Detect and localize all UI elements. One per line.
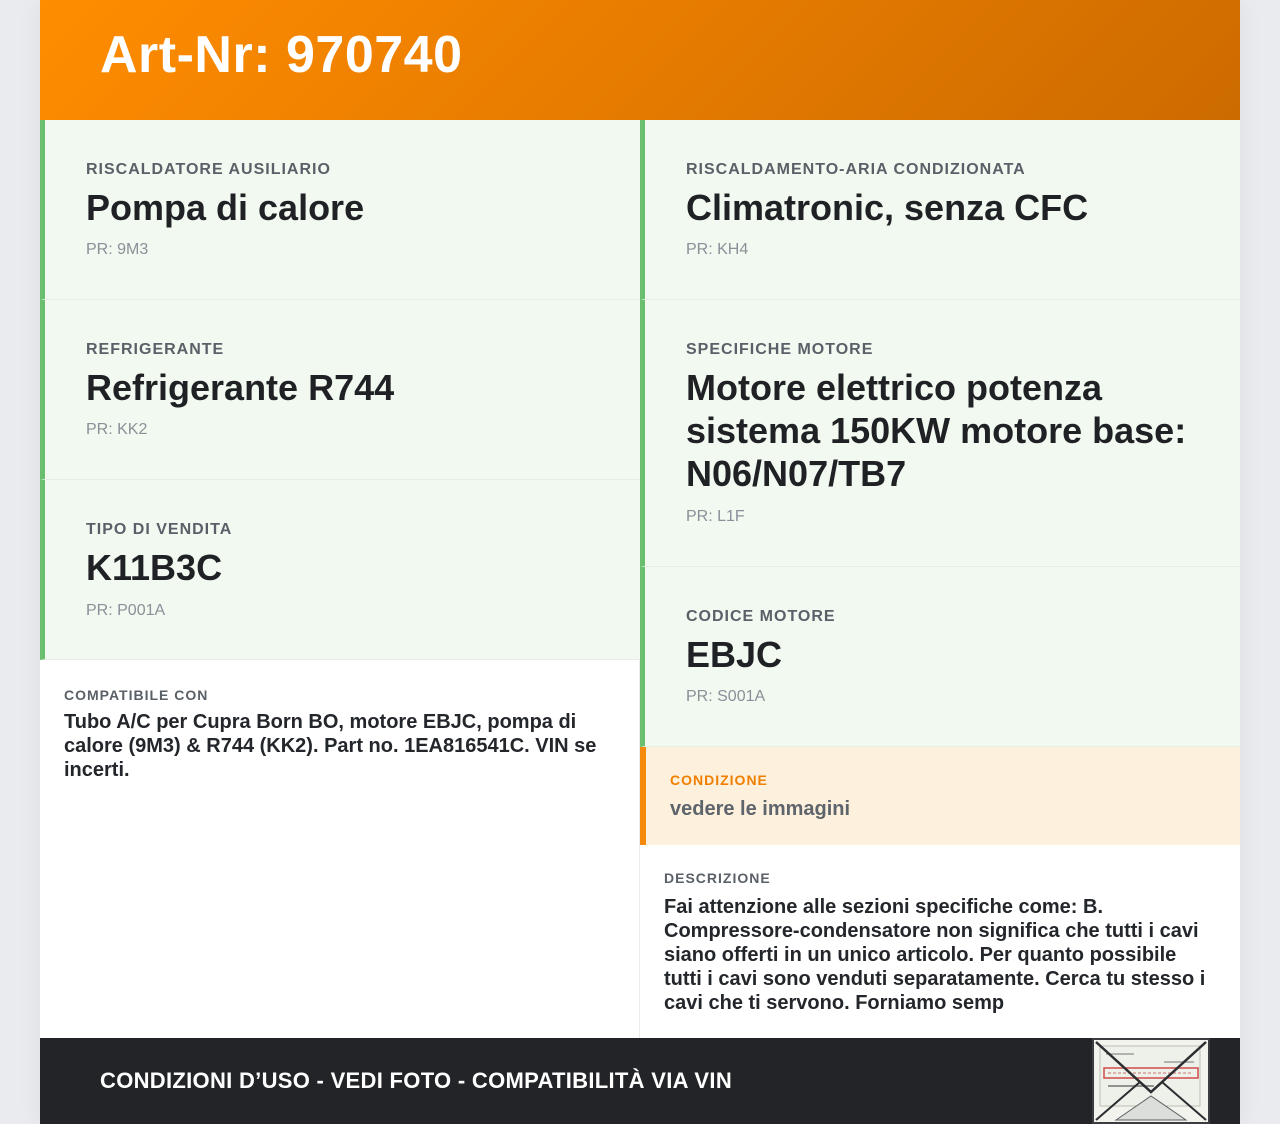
spec-card-climate-control bbox=[640, 120, 1240, 300]
condition-block bbox=[640, 747, 1240, 845]
spec-card-value: Pompa di calore bbox=[86, 187, 365, 228]
spec-card-pr-code: PR: KK2 bbox=[86, 421, 148, 438]
envelope-document-icon[interactable] bbox=[1092, 1038, 1210, 1124]
description-block bbox=[640, 845, 1240, 1038]
spec-card-label: RISCALDAMENTO-ARIA CONDIZIONATA bbox=[686, 161, 1026, 178]
column-divider bbox=[639, 660, 640, 1038]
spec-card-label: RISCALDATORE AUSILIARIO bbox=[86, 161, 331, 178]
header-banner bbox=[40, 0, 1240, 120]
compatibility-text: Tubo A/C per Cupra Born BO, motore EBJC, pompa di calore (9M3) & R744 (KK2). Part no. 1EA816541C. VIN se incerti. bbox=[64, 711, 597, 781]
spec-card-pr-code: PR: KH4 bbox=[686, 241, 749, 258]
spec-card-label: TIPO DI VENDITA bbox=[86, 521, 233, 538]
compatibility-block bbox=[40, 660, 640, 1038]
spec-card-refrigerant bbox=[40, 300, 640, 480]
spec-card-pr-code: PR: 9M3 bbox=[86, 241, 149, 258]
description-label: DESCRIZIONE bbox=[664, 870, 771, 886]
spec-card-label: REFRIGERANTE bbox=[86, 341, 225, 358]
spec-card-value: Refrigerante R744 bbox=[86, 367, 395, 408]
spec-card-label: SPECIFICHE MOTORE bbox=[686, 341, 874, 358]
condition-label: CONDIZIONE bbox=[670, 772, 768, 788]
spec-card-sale-type bbox=[40, 480, 640, 660]
spec-card-engine-code bbox=[640, 567, 1240, 747]
spec-card-pr-code: PR: S001A bbox=[686, 688, 766, 705]
spec-sheet bbox=[40, 0, 1240, 1124]
spec-card-value: Motore elettrico potenza sistema 150KW motore base: N06/N07/TB7 bbox=[686, 367, 1187, 494]
spec-card-value: Climatronic, senza CFC bbox=[686, 187, 1089, 228]
compatibility-label: COMPATIBILE CON bbox=[64, 687, 209, 703]
page-title: Art-Nr: 970740 bbox=[100, 26, 463, 84]
spec-card-engine-specs bbox=[640, 300, 1240, 567]
footer-bar bbox=[40, 1038, 1240, 1124]
spec-card-label: CODICE MOTORE bbox=[686, 608, 836, 625]
spec-card-value: K11B3C bbox=[86, 547, 223, 588]
spec-card-pr-code: PR: P001A bbox=[86, 602, 166, 619]
spec-card-value: EBJC bbox=[686, 634, 783, 675]
footer-links-text: CONDIZIONI D’USO - VEDI FOTO - COMPATIBILITÀ VIA VIN bbox=[100, 1068, 733, 1093]
condition-value: vedere le immagini bbox=[670, 798, 851, 820]
spec-card-pr-code: PR: L1F bbox=[686, 508, 745, 525]
spec-card-auxiliary-heater bbox=[40, 120, 640, 300]
description-text: Fai attenzione alle sezioni specifiche come: B. Compressore-condensatore non significa che tutti i cavi siano offerti in un unico articolo. Per quanto possibile tutti i cavi sono venduti separatamente. Cerca tu stesso i cavi che ti servono. Forniamo semp bbox=[664, 896, 1206, 1014]
